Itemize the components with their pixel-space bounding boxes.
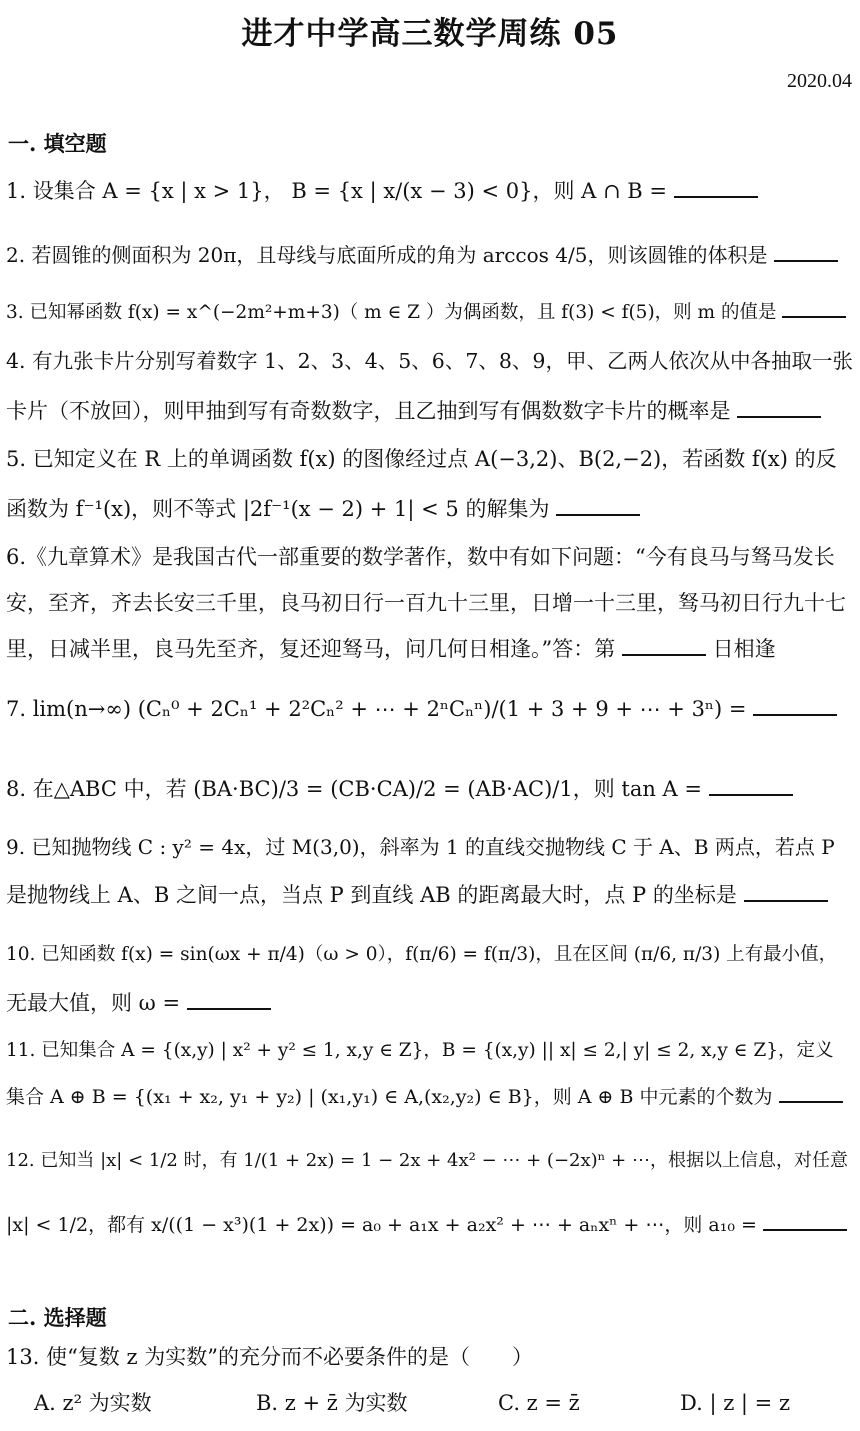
question-9-text: 是抛物线上 A、B 之间一点，当点 P 到直线 AB 的距离最大时，点 P 的坐标是 bbox=[6, 883, 737, 907]
option-b: B. z + z̄ 为实数 bbox=[256, 1391, 408, 1415]
answer-blank-6 bbox=[622, 653, 706, 656]
question-6-suffix: 日相逢 bbox=[712, 637, 776, 661]
question-12-text: |x| < 1/2，都有 x/((1 − x³)(1 + 2x)) = a₀ + a₁x + a₂x² + ⋯ + aₙxⁿ + ⋯，则 a₁₀ = bbox=[6, 1214, 757, 1236]
answer-blank-11 bbox=[779, 1100, 843, 1103]
option-d: D. | z | = z bbox=[680, 1391, 791, 1415]
question-5-text: 函数为 f⁻¹(x)，则不等式 |2f⁻¹(x − 2) + 1| < 5 的解集为 bbox=[6, 497, 550, 521]
answer-blank-4 bbox=[737, 415, 821, 418]
question-6-text: 里，日减半里，良马先至齐，复还迎驽马，问几何日相逢。”答：第 bbox=[6, 637, 616, 661]
question-1-text: 1. 设集合 A = {x | x > 1}， B = {x | x/(x − 3) < 0}，则 A ∩ B = bbox=[6, 179, 667, 203]
question-7-text: 7. lim(n→∞) (Cₙ⁰ + 2Cₙ¹ + 2²Cₙ² + ⋯ + 2ⁿCₙⁿ)/(1 + 3 + 9 + ⋯ + 3ⁿ) = bbox=[6, 697, 747, 721]
question-9-line-1: 9. 已知抛物线 C : y² = 4x，过 M(3,0)，斜率为 1 的直线交抛物线 C 于 A、B 两点，若点 P bbox=[6, 835, 835, 859]
answer-blank-7 bbox=[753, 713, 837, 716]
question-1 bbox=[6, 176, 854, 206]
question-4 bbox=[6, 396, 854, 426]
question-13: 13. 使“复数 z 为实数”的充分而不必要条件的是（ ） bbox=[6, 1345, 533, 1369]
question-11-line-1: 11. 已知集合 A = {(x,y) | x² + y² ≤ 1, x,y ∈ Z}，B = {(x,y) || x| ≤ 2,| y| ≤ 2, x,y ∈ Z}，定义 bbox=[6, 1040, 834, 1061]
section-fill-in-title: 一. 填空题 bbox=[8, 131, 107, 156]
question-6 bbox=[6, 634, 854, 664]
question-10 bbox=[6, 988, 854, 1018]
question-5-line-1: 5. 已知定义在 R 上的单调函数 f(x) 的图像经过点 A(−3,2)、B(2,−2)，若函数 f(x) 的反 bbox=[6, 447, 837, 471]
question-8 bbox=[6, 774, 854, 804]
answer-blank-12 bbox=[763, 1228, 847, 1231]
question-4-text: 卡片（不放回），则甲抽到写有奇数数字，且乙抽到写有偶数数字卡片的概率是 bbox=[6, 399, 731, 423]
answer-blank-3 bbox=[782, 315, 846, 318]
question-6-line-2: 安，至齐，齐去长安三千里，良马初日行一百九十三里，日增一十三里，驽马初日行九十七 bbox=[6, 591, 846, 615]
question-3 bbox=[6, 298, 854, 328]
question-10-line-1: 10. 已知函数 f(x) = sin(ωx + π/4)（ω > 0），f(π/6) = f(π/3)，且在区间 (π/6, π/3) 上有最小值， bbox=[6, 944, 838, 965]
option-c: C. z = z̄ bbox=[498, 1391, 580, 1415]
section-choice-title: 二. 选择题 bbox=[8, 1305, 107, 1330]
question-4-line-1: 4. 有九张卡片分别写着数字 1、2、3、4、5、6、7、8、9，甲、乙两人依次从中各抽取一张 bbox=[6, 349, 853, 373]
answer-blank-2 bbox=[774, 259, 838, 262]
question-7 bbox=[6, 694, 854, 724]
question-11-text: 集合 A ⊕ B = {(x₁ + x₂, y₁ + y₂) | (x₁,y₁) ∈ A,(x₂,y₂) ∈ B}，则 A ⊕ B 中元素的个数为 bbox=[6, 1086, 773, 1108]
answer-blank-8 bbox=[709, 793, 793, 796]
date-label: 2020.04 bbox=[787, 70, 852, 92]
answer-blank-10 bbox=[187, 1007, 271, 1010]
page-title: 进才中学高三数学周练 05 bbox=[241, 16, 619, 52]
question-12-line-1: 12. 已知当 |x| < 1/2 时，有 1/(1 + 2x) = 1 − 2x + 4x² − ⋯ + (−2x)ⁿ + ⋯，根据以上信息，对任意 bbox=[6, 1150, 848, 1171]
question-3-text: 3. 已知幂函数 f(x) = x^(−2m²+m+3)（ m ∈ Z ）为偶函数，且 f(3) < f(5)，则 m 的值是 bbox=[6, 302, 777, 323]
answer-blank-9 bbox=[744, 899, 828, 902]
question-9 bbox=[6, 880, 854, 910]
answer-blank-5 bbox=[556, 513, 640, 516]
question-11 bbox=[6, 1082, 854, 1112]
answer-blank-1 bbox=[674, 195, 758, 198]
question-6-line-1: 6.《九章算术》是我国古代一部重要的数学著作，数中有如下问题：“今有良马与驽马发长 bbox=[6, 545, 835, 569]
question-2-text: 2. 若圆锥的侧面积为 20π，且母线与底面所成的角为 arccos 4/5，则该圆锥的体积是 bbox=[6, 243, 768, 267]
question-2 bbox=[6, 240, 854, 270]
question-12 bbox=[6, 1210, 854, 1240]
question-8-text: 8. 在△ABC 中，若 (BA·BC)/3 = (CB·CA)/2 = (AB·AC)/1，则 tan A = bbox=[6, 777, 702, 801]
question-10-text: 无最大值，则 ω = bbox=[6, 991, 181, 1015]
option-a: A. z² 为实数 bbox=[34, 1391, 152, 1415]
question-5 bbox=[6, 494, 854, 524]
